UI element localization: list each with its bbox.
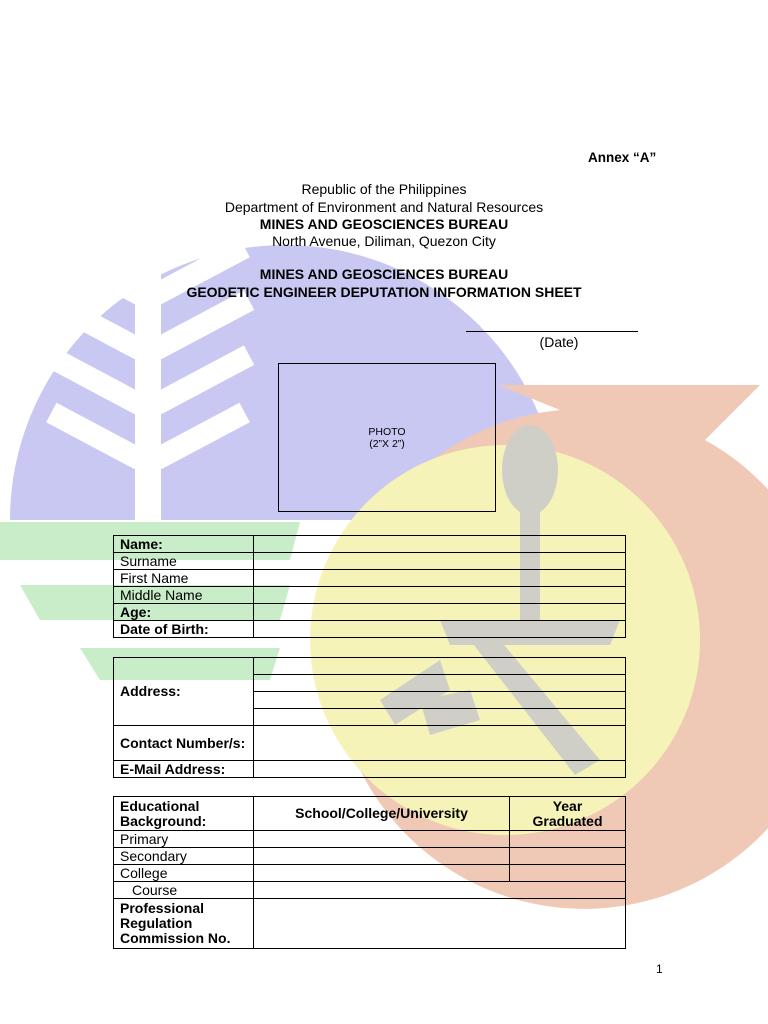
age-field[interactable] — [254, 604, 626, 621]
course-label: Course — [114, 882, 254, 899]
contact-table — [113, 657, 626, 778]
date-field-line[interactable] — [466, 331, 638, 332]
title-bureau: MINES AND GEOSCIENCES BUREAU — [259, 266, 509, 282]
college-year-field[interactable] — [510, 865, 626, 882]
secondary-label: Secondary — [114, 848, 254, 865]
photo-size-label: (2”X 2”) — [369, 437, 405, 450]
header-republic: Republic of the Philippines — [301, 181, 467, 197]
primary-year-field[interactable] — [510, 831, 626, 848]
secondary-school-field[interactable] — [254, 848, 510, 865]
middle-name-field[interactable] — [254, 587, 626, 604]
college-school-field[interactable] — [254, 865, 510, 882]
dob-field[interactable] — [254, 621, 626, 638]
college-label: College — [114, 865, 254, 882]
photo-label: PHOTO — [368, 425, 406, 438]
email-field[interactable] — [254, 761, 626, 778]
header-department: Department of Environment and Natural Resources — [224, 199, 544, 215]
personal-info-table — [113, 535, 626, 638]
primary-label: Primary — [114, 831, 254, 848]
name-field[interactable] — [254, 536, 626, 553]
date-label: (Date) — [539, 334, 579, 350]
contact-number-field[interactable] — [254, 726, 626, 761]
middle-name-label: Middle Name — [114, 587, 254, 604]
first-name-label: First Name — [114, 570, 254, 587]
contact-number-label: Contact Number/s: — [114, 726, 254, 761]
education-table — [113, 796, 626, 949]
surname-label: Surname — [114, 553, 254, 570]
primary-school-field[interactable] — [254, 831, 510, 848]
page-number: 1 — [656, 962, 663, 976]
title-sheet: GEODETIC ENGINEER DEPUTATION INFORMATION SHEET — [186, 284, 582, 300]
dob-label: Date of Birth: — [114, 621, 254, 638]
course-field[interactable] — [254, 882, 626, 899]
name-label: Name: — [114, 536, 254, 553]
address-line-1[interactable] — [254, 658, 626, 675]
first-name-field[interactable] — [254, 570, 626, 587]
header-bureau: MINES AND GEOSCIENCES BUREAU — [259, 216, 509, 232]
secondary-year-field[interactable] — [510, 848, 626, 865]
address-label: Address: — [114, 658, 254, 726]
surname-field[interactable] — [254, 553, 626, 570]
email-label: E-Mail Address: — [114, 761, 254, 778]
prc-field[interactable] — [254, 899, 626, 949]
address-line-2[interactable] — [254, 675, 626, 692]
address-line-4[interactable] — [254, 709, 626, 726]
header-address: North Avenue, Diliman, Quezon City — [272, 233, 496, 249]
education-header-label: Educational Background: — [114, 797, 254, 831]
photo-box[interactable] — [278, 363, 496, 512]
annex-label: Annex “A” — [588, 150, 657, 165]
age-label: Age: — [114, 604, 254, 621]
year-column-header: Year Graduated — [510, 797, 626, 831]
address-line-3[interactable] — [254, 692, 626, 709]
school-column-header: School/College/University — [254, 797, 510, 831]
prc-label: Professional Regulation Commission No. — [114, 899, 254, 949]
